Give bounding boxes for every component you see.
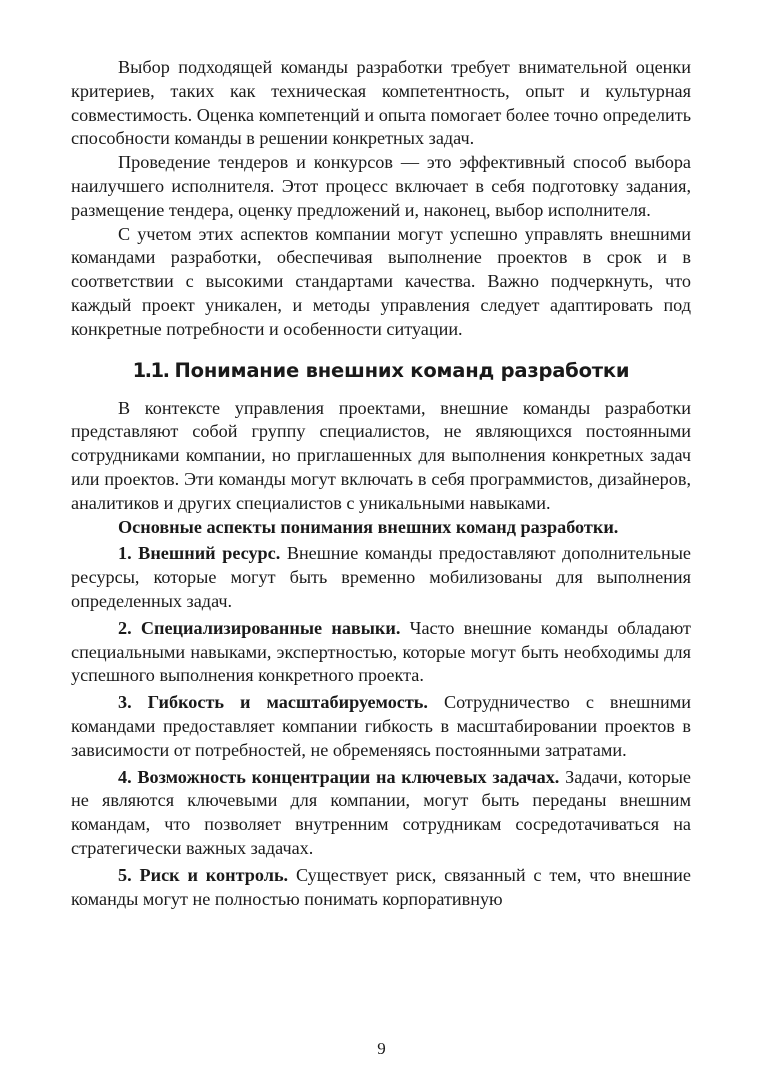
aspect-text-3: Сотрудничество с внешними командами предоставляет компании гибкость в масштабировании проектов в зависимости от потребностей, не обременяясь постоянными затратами.	[71, 692, 692, 760]
aspect-text-2: Часто внешние команды обладают специальными навыками, экспертностью, которые могут быть необходимы для успешного выполнения конкретного проекта.	[71, 617, 691, 686]
aspect-text-1: Внешние команды предоставляют дополнительные ресурсы, которые могут быть временно мобилизованы для выполнения определенных задач.	[71, 543, 692, 611]
intro-paragraph-1: Выбор подходящей команды разработки требует внимательной оценки критериев, таких как техническая компетентность, опыт и культурная совместимость. Оценка компетенций и опыта помогает более точно определить способности команды в решении конкретных задач.	[71, 57, 691, 149]
aspect-text-4: Задачи, которые не являются ключевыми для компании, могут быть переданы внешним командам, что позволяет внутренним сотрудникам сосредотачиваться на стратегически важных задачах.	[71, 766, 691, 858]
aspect-item-3	[71, 691, 691, 762]
page-number: 9	[377, 1039, 386, 1058]
page-body	[71, 56, 691, 911]
aspects-heading: Основные аспекты понимания внешних команд разработки.	[118, 516, 619, 537]
intro-paragraph-2: Проведение тендеров и конкурсов — это эффективный способ выбора наилучшего исполнителя. Этот процесс включает в себя подготовку задания, размещение тендера, оценку предложений и, наконец, выбор исполнителя.	[71, 152, 691, 220]
section-intro-paragraph: В контексте управления проектами, внешние команды разработки представляют собой группу специалистов, не являющихся постоянными сотрудниками компании, но приглашенных для выполнения конкретных задач или проектов. Эти команды могут включать в себя программистов, дизайнеров, аналитиков и других специалистов с уникальными навыками.	[71, 397, 691, 513]
aspect-item-2	[71, 617, 691, 688]
aspect-label-5: 5. Риск и контроль.	[118, 864, 289, 885]
aspect-item-1	[71, 542, 691, 613]
aspect-item-5	[71, 864, 691, 912]
aspect-label-2: 2. Специализированные навыки.	[118, 617, 401, 638]
aspect-label-1: 1. Внешний ресурс.	[118, 543, 281, 564]
section-heading	[71, 358, 691, 384]
aspect-text-5: Существует риск, связанный с тем, что внешние команды могут не полностью понимать корпоративную	[71, 864, 691, 909]
aspect-label-3: 3. Гибкость и масштабируемость.	[118, 692, 428, 713]
intro-paragraph-3: С учетом этих аспектов компании могут успешно управлять внешними командами разработки, обеспечивая выполнение проектов в срок и в соответствии с высокими стандартами качества. Важно подчеркнуть, что каждый проект уникален, и методы управления следует адаптировать под конкретные потребности и особенности ситуации.	[71, 223, 691, 339]
section-number: 1.1.	[132, 358, 169, 382]
section-title: Понимание внешних команд разработки	[174, 358, 630, 382]
aspect-label-4: 4. Возможность концентрации на ключевых задачах.	[118, 766, 560, 787]
aspect-item-4	[71, 766, 691, 861]
